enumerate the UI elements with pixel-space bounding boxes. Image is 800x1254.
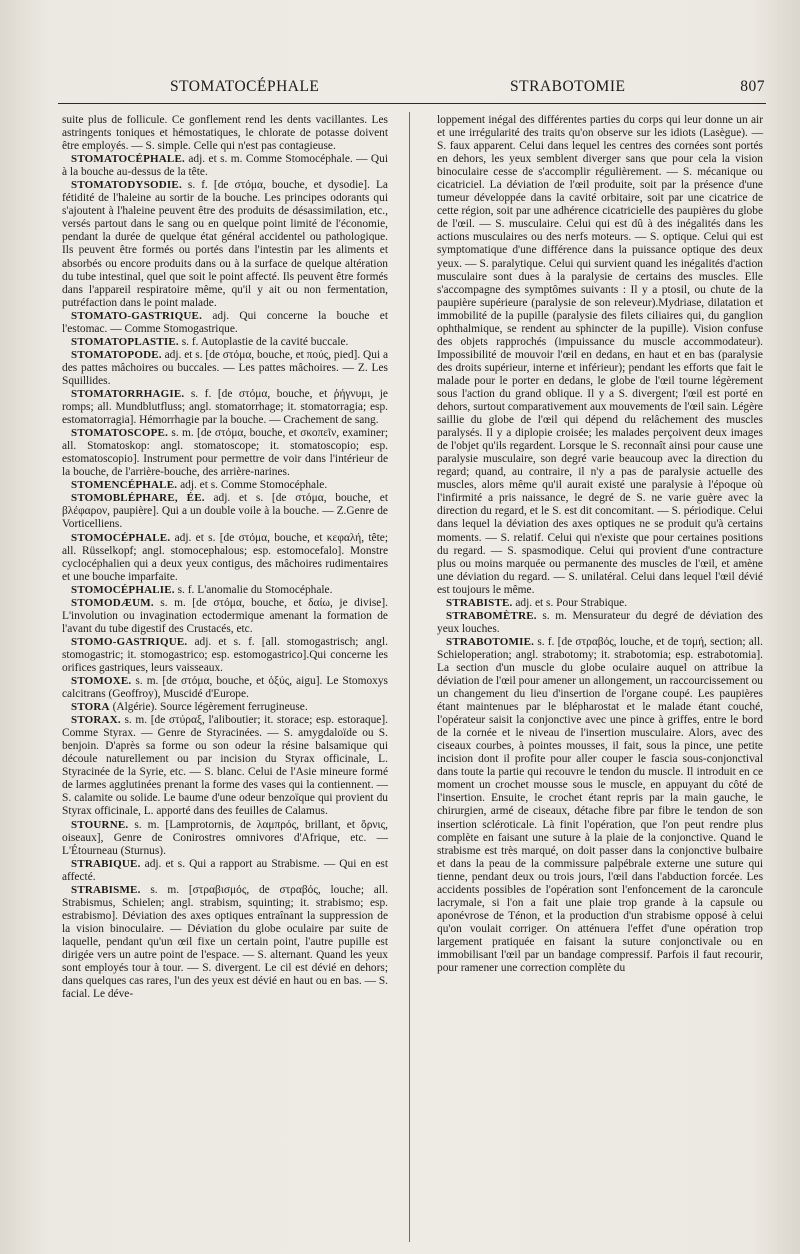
entry-headword: STOMATOCÉPHALE. — [71, 153, 185, 166]
dictionary-entry — [62, 388, 388, 427]
entry-definition: s. m. [στραβισμός, de στραβός, louche; all. Strabismus, Schielen; angl. strabism, squinting; it. strabismo; esp. estrabismo]. Déviation des axes optiques entraînant la suppression de la vision binoculaire. — Déviation du globe oculaire par suite de laquelle, pendant qu'un œil fixe un certain point, l'autre pupille est dirigée vers un autre point de l'espace. — S. alternant. Quand les yeux sont employés tour à tour. — S. divergent. Le cil est dévié en dehors; dans quelques cas rares, l'un des yeux est dévié en haut ou en bas. — S. facial. Le déve- — [62, 883, 388, 1001]
entry-definition: s. f. Autoplastie de la cavité buccale. — [181, 335, 349, 348]
dictionary-entry — [62, 714, 388, 818]
entry-definition: s. f. L'anomalie du Stomocéphale. — [177, 583, 333, 596]
column-divider — [409, 112, 410, 1242]
entry-headword: STOMO-GASTRIQUE. — [71, 635, 188, 648]
dictionary-entry — [62, 584, 388, 597]
entry-headword: STOMATOSCOPE. — [71, 427, 169, 440]
entry-definition: adj. et s. Comme Stomocéphale. — [180, 479, 328, 492]
entry-headword: STOMOXE. — [71, 675, 132, 688]
dictionary-entry — [437, 597, 763, 610]
dictionary-entry — [62, 114, 388, 153]
dictionary-entry — [62, 819, 388, 858]
entry-definition: adj. et s. Qui a rapport au Strabisme. — Qui en est affecté. — [62, 857, 388, 883]
header-left-title: STOMATOCÉPHALE — [170, 78, 320, 95]
entry-definition: adj. et s. [de στόμα, bouche, et βλέφαρον, paupière]. Qui a un double voile à la bouche. — Z.Genre de Vorticelliens. — [62, 492, 388, 531]
dictionary-entry — [62, 179, 388, 309]
dictionary-entry — [62, 701, 388, 714]
entry-headword: STOMOCÉPHALE. — [71, 531, 171, 544]
entry-headword: STOURNE. — [71, 818, 129, 831]
entry-definition: s. m. [de στύραξ, l'aliboutier; it. storace; esp. estoraque]. Comme Styrax. — Genre de Styracinées. — S. amygdaloïde ou S. benjoin. D'après sa forme ou son odeur la résine balsamique qui découle naturellement ou par incision du Styrax officinale, L. Styracinée de la Syrie, etc. — S. blanc. Celui de l'Asie mineure formé de larmes agglutinées prenant la forme des vases qui la contiennent. — S. calamite ou solide. Le baume d'une odeur benzoïque qui provient du Styrax officinale, L. apporté dans des feuilles de Calamus. — [62, 714, 388, 818]
entry-headword: STORA — [71, 701, 110, 714]
dictionary-entry — [62, 884, 388, 1001]
entry-headword: STOMODÆUM. — [71, 596, 154, 609]
dictionary-entry — [437, 636, 763, 975]
entry-definition: s. f. [de στόμα, bouche, et ῥήγνυμι, je romps; all. Mundblutfluss; angl. stomatorrhage; it. stomatorragia; esp. estomatorragia]. Hémorrhagie par la bouche. — Crachement de sang. — [62, 387, 388, 427]
dictionary-entry — [62, 858, 388, 884]
entry-headword: STRABISTE. — [446, 596, 513, 609]
entry-definition: adj. et s. f. [all. stomogastrisch; angl. stomogastric; it. stomogastrico; esp. estomogastrico].Qui concerne les orifices gastriques, leurs vaisseaux. — [62, 635, 388, 674]
entry-headword: STOMATODYSODIE. — [71, 179, 182, 192]
dictionary-entry — [62, 336, 388, 349]
header-center-title: STRABOTOMIE — [510, 78, 626, 95]
entry-definition: suite plus de follicule. Ce gonflement rend les dents vacillantes. Les astringents toniques et hémostatiques, le chlorate de potasse doivent être employés. — S. simple. Celle qui n'est pas contagieuse. — [62, 114, 388, 153]
entry-definition: s. m. [de στόμα, bouche, et δαίω, je divise]. L'involution ou invagination ectodermique amenant la formation de l'avant du tube digestif des Crustacés, etc. — [62, 596, 388, 635]
dictionary-entry — [62, 349, 388, 388]
running-header — [60, 78, 765, 100]
dictionary-entry — [62, 532, 388, 584]
dictionary-entry — [62, 153, 388, 179]
entry-definition: adj. et s. m. Comme Stomocéphale. — Qui à la bouche au-dessus de la tête. — [62, 153, 389, 179]
entry-definition: s. m. [Lamprotornis, de λαμπρός, brillant, et ὄρνις, oiseaux], Genre de Conirostres omnivores d'Afrique, etc. — L'Étourneau (Sturnus). — [62, 818, 388, 857]
entry-definition: s. f. [de στόμα, bouche, et dysodie]. La fétidité de l'haleine au sortir de la bouche. Les principes odorants qui s'ajoutent à l'haleine peuvent être des produits de désassimilation, etc., versés partout dans le sang ou en quelque point limité de l'économie, pendant la durée de quelque état général accidentel ou pathologique. Ils peuvent être formés ou portés dans l'intestin par les aliments et absorbés ou encore produits dans ou à la surface de quelque altération du tube intestinal, quel que soit le point affecté. Ils peuvent être formés dans l'appareil respiratoire même, qu'il y ait ou non fermentation, putréfaction dans le point malade. — [62, 179, 388, 309]
entry-headword: STOMENCÉPHALE. — [71, 479, 178, 492]
dictionary-entry — [437, 610, 763, 636]
entry-headword: STOMATOPLASTIE. — [71, 335, 179, 348]
dictionary-entry — [62, 427, 388, 479]
entry-headword: STRABIQUE. — [71, 857, 141, 870]
entry-headword: STRABOMÈTRE. — [446, 609, 537, 622]
entry-definition: adj. et s. [de στόμα, bouche, et πούς, pied]. Qui a des pattes mâchoires ou buccales. — Les pattes mâchoires. — Z. Les Squillides. — [62, 348, 389, 387]
entry-definition: s. m. Mensurateur du degré de déviation des yeux louches. — [437, 609, 763, 635]
entry-definition: s. m. [de στόμα, bouche, et ὀξύς, aigu]. Le Stomoxys calcitrans (Geoffroy), Muscidé d'Europe. — [62, 675, 388, 701]
entry-headword: STOMATO-GASTRIQUE. — [71, 309, 203, 322]
entry-definition: s. f. [de στραβός, louche, et de τομή, section; all. Schieloperation; angl. strabotomy; it. strabotomia; esp. estrabotomia]. La section d'un muscle du globe oculaire auquel on attribue la déviation de l'œil pour amener un allongement, un raccourcissement ou un changement du lieu d'insertion de l'organe coupé. Les paupières étant maintenues par le blépharostat et le malade étant couché, l'opérateur saisit la conjonctive avec une pince à griffes, entre le bord de la cornée et le niveau de l'insertion musculaire. Alors, avec des ciseaux courbes, à pointes mousses, il fait, sous la pince, une petite incision dont il profite pour aller couper le fascia sous-conjonctival dans toute la partie qui recouvre le tendon du muscle. Il introduit en ce moment un crochet mousse sous le muscle, en appuyant du côté de l'insertion. Ensuite, le crochet étant repris par la main gauche, le chirurgien, armé de ciseaux, détache fibre par fibre le tendon de son insertion scléroticale. Là finit l'opération, que l'on peut rendre plus complète en faisant une suture à la plaie de la conjonctive. Quand le strabisme est très marqué, on doit passer dans la conjonctive bulbaire et dans la peau de la commissure palpébrale externe une suture qui tienne, pendant deux ou trois jours, l'œil dans l'abduction forcée. Les accidents possibles de l'opération sont l'enfoncement de la caroncule lacrymale, si l'on a fait une plaie trop grande à la capsule ou aponévrose de Ténon, et la production d'un strabisme opposé à celui qu'on voulait corriger. On atténuera l'effet d'une opération trop largement pratiquée en faisant la suture conjonctivale ou en immobilisant l'œil par un bandage compressif. Parfois il faut recourir, pour ramener une correction complète du — [437, 635, 763, 975]
page-number: 807 — [740, 78, 765, 95]
dictionary-entry — [62, 597, 388, 636]
entry-headword: STRABOTOMIE. — [446, 635, 535, 648]
left-column — [62, 114, 388, 1001]
entry-definition: adj. et s. Pour Strabique. — [515, 596, 628, 609]
dictionary-entry — [62, 636, 388, 675]
dictionary-entry — [62, 492, 388, 531]
dictionary-entry — [62, 479, 388, 492]
entry-definition: adj. et s. [de στόμα, bouche, et κεφαλή, tête; all. Rüsselkopf; angl. stomocephalous; esp. estomocefalo]. Monstre cyclocéphalien qui a deux yeux contigus, des mâchoires rudimentaires et une bouche imparfaite. — [62, 531, 388, 583]
entry-headword: STOMATOPODE. — [71, 348, 162, 361]
header-rule — [58, 103, 766, 104]
entry-definition: loppement inégal des différentes parties du corps qui leur donne un air et une irrégularité des traits qu'on observe sur les idiots (Lasègue). — S. faux apparent. Celui dans lequel les centres des cornées sont portés en dehors, les yeux semblent diverger sans que pour cela la vision binoculaire cesse de s'accomplir régulièrement. — S. mécanique ou cicatriciel. La déviation de l'œil produite, soit par la présence d'une tumeur développée dans la cavité orbitaire, soit par une cicatrice de cette région, soit par une adhérence cicatricielle des paupières du globe de l'œil. — S. musculaire. Celui qui est dû à des inégalités dans les actions musculaires ou des nerfs moteurs. — S. optique. Celui qui est symptomatique d'une différence dans la puissance optique des deux yeux. — S. paralytique. Celui qui survient quand les inégalités d'action musculaire sont dues à la paralysie de certains des muscles. Elle s'accompagne des symptômes suivants : Il y a ptosil, ou chute de la paupière supérieure (paralysie de son releveur).Mydriase, dilatation et immobilité de la pupille (paralysie des filets ciliaires qui, du ganglion ophthalmique, se rendent au sphincter de la pupille). Vision confuse des objets rapprochés (impuissance du muscle accommodateur). Impossibilité de mouvoir l'œil en dedans, en haut et en bas (paralysie des droits supérieur, interne et inférieur); pendant les efforts que fait le malade pour le porter en dedans, le globe de l'œil tourne légèrement sous l'action du grand oblique. Il y a S. divergent; l'œil est porté en dehors, surtout comparativement aux mouvements de l'œil sain. Légère saillie du globe de l'œil qui dépend du relâchement des muscles paralysés. Il y a diplopie croisée; les malades perçoivent deux images de l'objet qu'ils regardent. Lorsque le S. reconnaît ainsi pour cause une paralysie musculaire, son degré varie beaucoup avec la direction du regard; quand, au contraire, il n'y a pas de paralysie actuelle des muscles, alors même qu'il aurait existé une paralysie à l'époque où l'infirmité a pris naissance, le degré de S. ne varie guère avec la direction du regard, et le S. est dit concomitant. — S. périodique. Celui dans lequel la déviation des axes optiques ne se produit qu'à certains moments. — S. relatif. Celui qui n'existe que pour certaines positions du regard. — S. spasmodique. Celui qui provient d'une contracture plus ou moins marquée ou permanente des muscles de l'œil, et amène une déviation du regard. — S. unilatéral. Celui dans lequel l'œil dévié est toujours le même. — [437, 114, 763, 596]
entry-headword: STORAX. — [71, 714, 121, 727]
entry-definition: s. m. [de στόμα, bouche, et σκοπεῖν, examiner; all. Stomatoskop: angl. stomatoscope; it. stomatoscopio; esp. estomatoscopio]. Instrument pour permettre de voir dans l'intérieur de la bouche, de l'arrière-bouche, des arrière-narines. — [62, 427, 388, 479]
entry-headword: STOMOCÉPHALIE. — [71, 583, 175, 596]
entry-headword: STOMATORRHAGIE. — [71, 387, 185, 400]
dictionary-entry — [437, 114, 763, 597]
entry-headword: STRABISME. — [71, 883, 141, 896]
dictionary-entry — [62, 310, 388, 336]
entry-definition: adj. Qui concerne la bouche et l'estomac. — Comme Stomogastrique. — [62, 309, 388, 335]
dictionary-entry — [62, 675, 388, 701]
entry-headword: STOMOBLÉPHARE, ÉE. — [71, 492, 205, 505]
entry-definition: (Algérie). Source légèrement ferrugineuse. — [112, 701, 308, 714]
right-column — [437, 114, 763, 975]
